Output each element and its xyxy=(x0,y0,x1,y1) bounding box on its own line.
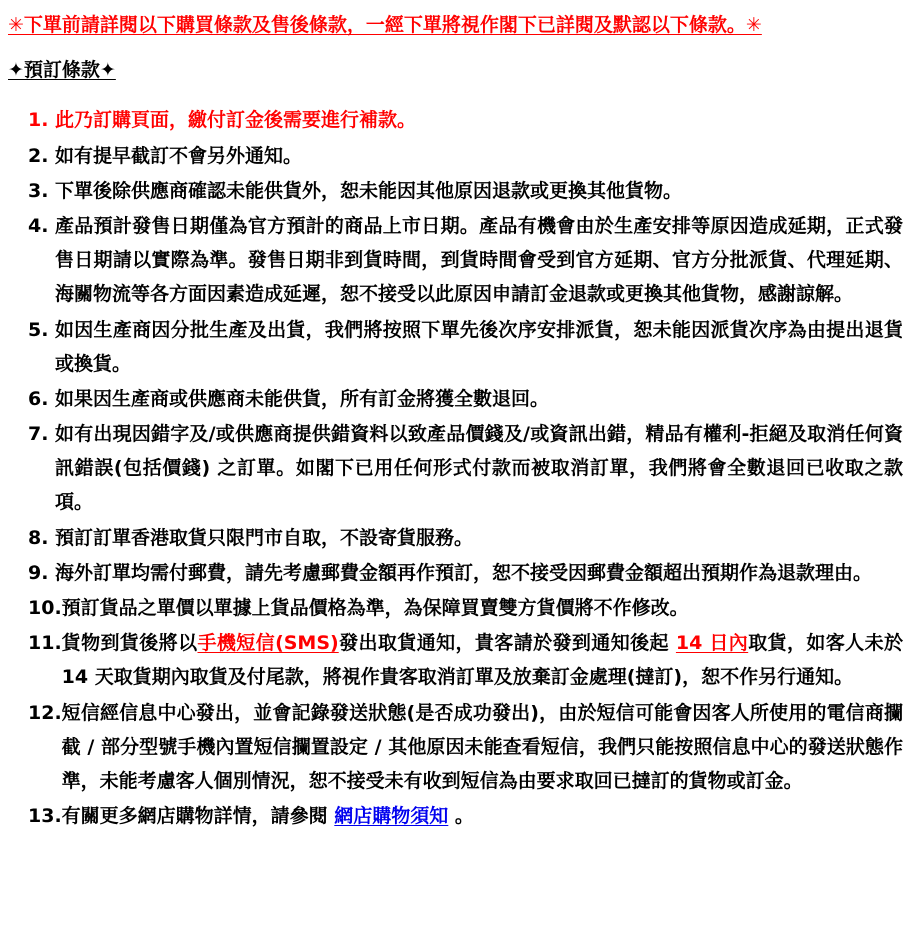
pickup-deadline-highlight: 14 日內 xyxy=(675,632,749,655)
term-item-9 xyxy=(8,556,903,590)
term-item-6 xyxy=(8,382,903,416)
term-text: 如有出現因錯字及/或供應商提供錯資料以致產品價錢及/或資訊出錯，精品有權利-拒絕及取消任何資訊錯誤(包括價錢) 之訂單。如閣下已用任何形式付款而被取消訂單，我們將會全數退回已收取之款項。 xyxy=(55,423,903,514)
term-item-2 xyxy=(8,139,903,173)
term-number: 9. xyxy=(28,561,49,584)
terms-list xyxy=(8,103,903,833)
term-item-7 xyxy=(8,417,903,520)
term-text: 海外訂單均需付郵費，請先考慮郵費金額再作預訂，恕不接受因郵費金額超出預期作為退款理由。 xyxy=(55,561,873,584)
term-number: 3. xyxy=(28,179,49,202)
term-text: 預訂貨品之單價以單據上貨品價格為準，為保障買賣雙方貨價將不作修改。 xyxy=(61,597,689,619)
term-text xyxy=(62,799,903,833)
term-number: 5. xyxy=(28,318,49,341)
term-item-10 xyxy=(8,591,903,625)
term-text: 預訂訂單香港取貨只限門市自取，不設寄貨服務。 xyxy=(55,526,474,549)
term-number: 8. xyxy=(28,526,49,549)
term-item-11 xyxy=(8,626,903,694)
term-item-13 xyxy=(8,799,903,833)
term-number: 12. xyxy=(28,701,62,724)
sms-notice-highlight: 手機短信(SMS) xyxy=(197,632,339,655)
term-text xyxy=(62,626,903,694)
term-text-segment: 。 xyxy=(448,805,474,828)
term-number: 7. xyxy=(28,423,49,446)
term-text-segment: 發出取貨通知，貴客請於發到通知後起 xyxy=(338,632,676,655)
term-text: 如有提早截訂不會另外通知。 xyxy=(55,144,303,167)
term-item-12 xyxy=(8,696,903,799)
term-number: 2. xyxy=(28,144,49,167)
term-text-segment: 貨物到貨後將以 xyxy=(61,632,198,655)
term-item-5 xyxy=(8,313,903,381)
term-text: 下單後除供應商確認未能供貨外，恕未能因其他原因退款或更換其他貨物。 xyxy=(55,179,683,202)
term-number: 1. xyxy=(28,109,49,132)
term-text: 產品預計發售日期僅為官方預計的商品上市日期。產品有機會由於生產安排等原因造成延期，正式發售日期請以實際為準。發售日期非到貨時間，到貨時間會受到官方延期、官方分批派貨、代理延期、海關物流等各方面因素造成延遲，恕不接受以此原因申請訂金退款或更換其他貨物，感謝諒解。 xyxy=(55,214,903,306)
term-number: 6. xyxy=(28,387,49,410)
term-number: 11. xyxy=(28,632,62,655)
term-number: 10. xyxy=(28,597,62,619)
term-text: 短信經信息中心發出，並會記錄發送狀態(是否成功發出)，由於短信可能會因客人所使用的電信商攔截 / 部分型號手機內置短信攔置設定 / 其他原因未能查看短信，我們只能按照信息中心的發送狀態作準，未能考慮客人個別情況，恕不接受未有收到短信為由要求取回已撻訂的貨物或訂金。 xyxy=(61,701,903,792)
store-shopping-notice-link[interactable]: 網店購物須知 xyxy=(334,805,449,828)
term-item-4 xyxy=(8,209,903,312)
term-text: 如因生產商因分批生產及出貨，我們將按照下單先後次序安排派貨，恕未能因派貨次序為由提出退貨或換貨。 xyxy=(55,318,903,375)
term-item-3 xyxy=(8,174,903,208)
term-number: 13. xyxy=(28,805,62,828)
term-text: 此乃訂購頁面，繳付訂金後需要進行補款。 xyxy=(55,109,417,132)
term-text-segment: 取貨，如客人未於 14 天取貨期內取貨及付尾款，將視作貴客取消訂單及放棄訂金處理(撻訂)，恕不作另行通知。 xyxy=(61,632,903,689)
term-item-8 xyxy=(8,521,903,555)
term-number: 4. xyxy=(28,214,49,237)
term-text-segment: 有關更多網店購物詳情，請參閱 xyxy=(61,805,335,828)
term-text: 如果因生產商或供應商未能供貨，所有訂金將獲全數退回。 xyxy=(55,387,550,410)
pre-order-warning-banner: ✳下單前請詳閱以下購買條款及售後條款，一經下單將視作閣下已詳閱及默認以下條款。✳ xyxy=(8,14,762,36)
section-title-preorder-terms: ✦預訂條款✦ xyxy=(8,59,116,82)
term-item-1 xyxy=(8,103,903,137)
